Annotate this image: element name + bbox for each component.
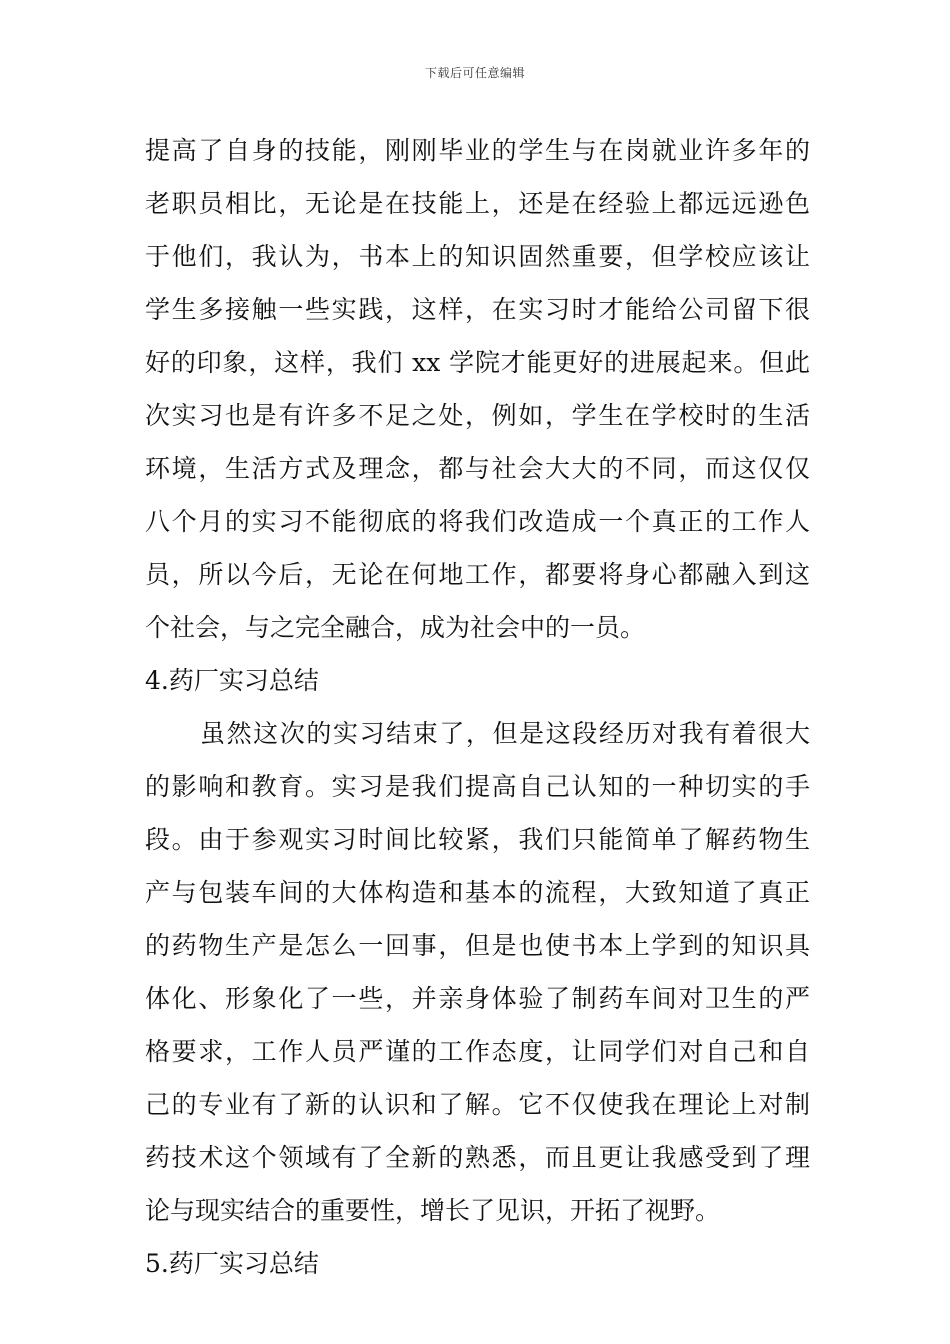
text-line: 次实习也是有许多不足之处，例如，学生在学校时的生活 [145,401,810,430]
paragraph-1 [145,124,810,654]
section-heading-4: 4.药厂实习总结 [145,666,319,695]
text-line: 老职员相比，无论是在技能上，还是在经验上都远远逊色 [145,189,810,218]
text-line: 环境，生活方式及理念，都与社会大大的不同，而这仅仅 [145,454,810,483]
text-line: 体化、形象化了一些，并亲身体验了制药车间对卫生的严 [145,984,810,1013]
text-line: 论与现实结合的重要性，增长了见识，开拓了视野。 [145,1196,721,1225]
text-line: 提高了自身的技能，刚刚毕业的学生与在岗就业许多年的 [145,136,810,165]
text-line: 学生多接触一些实践，这样，在实习时才能给公司留下很 [145,295,810,324]
text-line: 个社会，与之完全融合，成为社会中的一员。 [145,613,646,642]
text-line: 的影响和教育。实习是我们提高自己认知的一种切实的手 [145,772,810,801]
paragraph-section-4 [145,707,810,1237]
text-line: 八个月的实习不能彻底的将我们改造成一个真正的工作人 [145,507,810,536]
text-line: 药技术这个领域有了全新的熟悉，而且更让我感受到了理 [145,1143,810,1172]
document-body [145,124,810,1290]
text-line: 己的专业有了新的认识和了解。它不仅使我在理论上对制 [145,1090,810,1119]
text-line: 于他们，我认为，书本上的知识固然重要，但学校应该让 [145,242,810,271]
text-line: 产与包装车间的大体构造和基本的流程，大致知道了真正 [145,878,810,907]
text-line: 员，所以今后，无论在何地工作，都要将身心都融入到这 [145,560,810,589]
page-header-note: 下载后可任意编辑 [424,66,525,80]
text-line: 的药物生产是怎么一回事，但是也使书本上学到的知识具 [145,931,810,960]
section-heading-5: 5.药厂实习总结 [145,1249,319,1278]
text-line: 虽然这次的实习结束了，但是这段经历对我有着很大 [200,719,810,748]
text-line: 段。由于参观实习时间比较紧，我们只能简单了解药物生 [145,825,810,854]
text-line: 格要求，工作人员严谨的工作态度，让同学们对自己和自 [145,1037,810,1066]
text-line: 好的印象，这样，我们 xx 学院才能更好的进展起来。但此 [145,348,810,377]
